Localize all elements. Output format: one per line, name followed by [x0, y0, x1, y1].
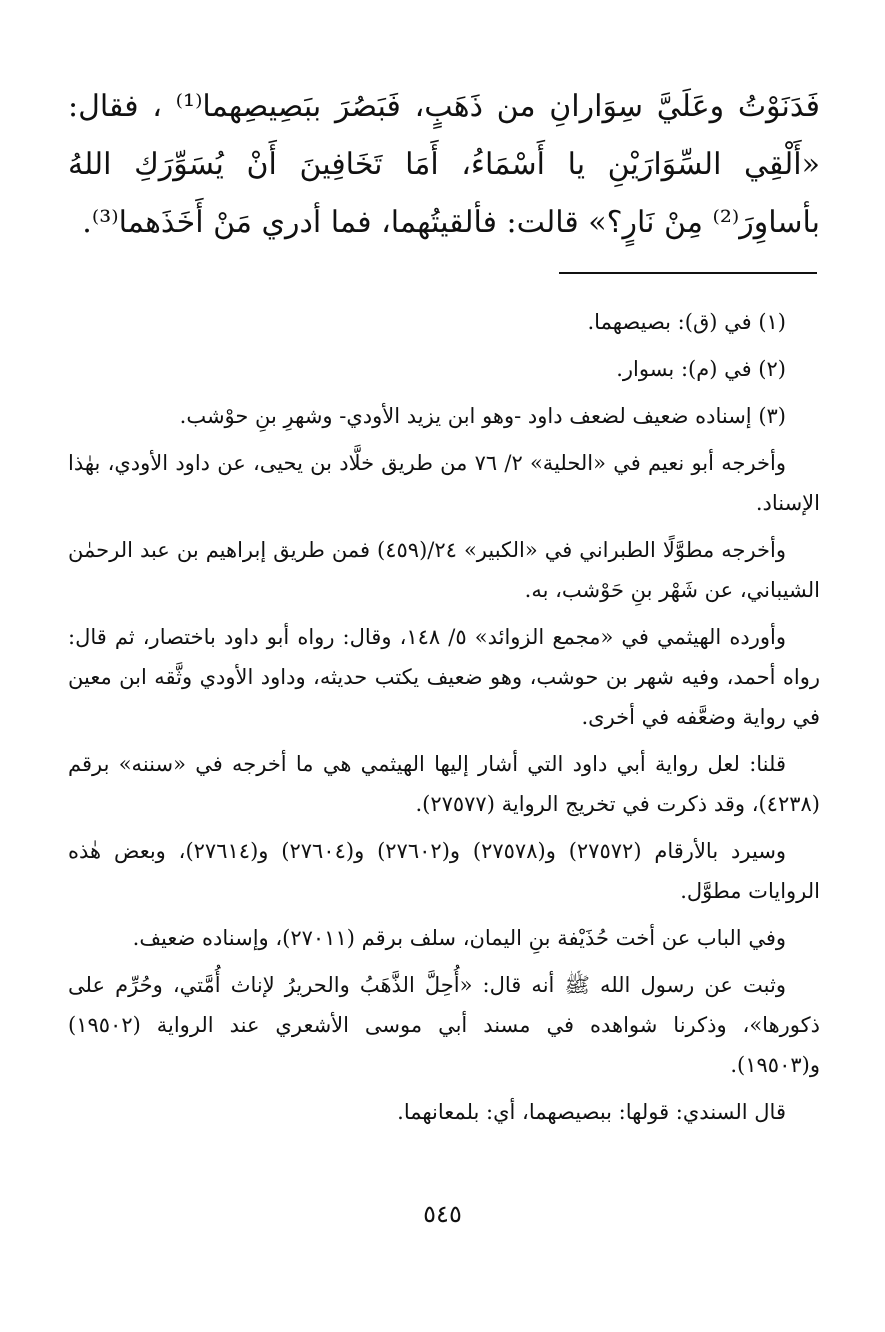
- commentary-paragraph: وفي الباب عن أخت حُذَيْفة بنِ اليمان، سلف برقم (٢٧٠١١)، وإسناده ضعيف.: [132, 926, 786, 950]
- commentary-paragraph: وسيرد بالأرقام (٢٧٥٧٢) و(٢٧٥٧٨) و(٢٧٦٠٢) و(٢٧٦٠٤) و(٢٧٦١٤)، وبعض هٰذه الروايات مطوَّل.: [68, 839, 820, 903]
- commentary-paragraph: قلنا: لعل رواية أبي داود التي أشار إليها الهيثمي هي ما أخرجه في «سننه» برقم (٤٢٣٨)، وقد ذكرت في تخريج الرواية (٢٧٥٧٧).: [68, 752, 820, 816]
- commentary-paragraph: وأورده الهيثمي في «مجمع الزوائد» ٥/ ١٤٨، وقال: رواه أبو داود باختصار، ثم قال: رواه أحمد، وفيه شهر بن حوشب، وهو ضعيف يكتب حديثه، وداود الأودي وثَّقه ابن معين في رواية وضعَّفه في أخرى.: [68, 625, 820, 729]
- hadith-text: فَدَنَوْتُ وعَلَيَّ سِوَارانِ من ذَهَبٍ، فَبَصُرَ ببَصِيصِهما⁽¹⁾ ، فقال: «أَلْقِي السِّوَارَيْنِ يا أَسْمَاءُ، أَمَا تَخَافِينَ أَنْ يُسَوِّرَكِ اللهُ بأساوِرَ⁽²⁾ مِنْ نَارٍ؟» قالت: فألقيتُهما، فما أدري مَنْ أَخَذَهما⁽³⁾.: [68, 89, 820, 240]
- footnote-2: (٢) في (م): بسوار.: [616, 357, 786, 381]
- commentary-paragraph: وأخرجه مطوَّلًا الطبراني في «الكبير» ٢٤/(٤٥٩) فمن طريق إبراهيم بن عبد الرحمٰن الشيباني، عن شَهْر بنِ حَوْشب، به.: [68, 538, 820, 602]
- commentary-paragraph: وأخرجه أبو نعيم في «الحلية» ٢/ ٧٦ من طريق خلَّاد بن يحيى، عن داود الأودي، بهٰذا الإسناد.: [68, 451, 820, 515]
- commentary-paragraph: قال السندي: قولها: ببصيصهما، أي: بلمعانهما.: [397, 1100, 786, 1124]
- footnotes-block: [68, 302, 820, 1139]
- footnote-separator: [559, 272, 817, 274]
- footnote-3: (٣) إسناده ضعيف لضعف داود -وهو ابن يزيد الأودي- وشهرِ بنِ حوْشب.: [179, 404, 786, 428]
- page-number: ٥٤٥: [423, 1200, 462, 1228]
- footnote-1: (١) في (ق): بصيصهما.: [587, 310, 786, 334]
- commentary-paragraph: وثبت عن رسول الله ﷺ أنه قال: «أُحِلَّ الذَّهَبُ والحريرُ لإناث أُمَّتي، وحُرِّم على ذكورها»، وذكرنا شواهده في مسند أبي موسى الأشعري عند الرواية (١٩٥٠٢) و(١٩٥٠٣).: [68, 973, 820, 1077]
- hadith-text-block: [68, 78, 820, 252]
